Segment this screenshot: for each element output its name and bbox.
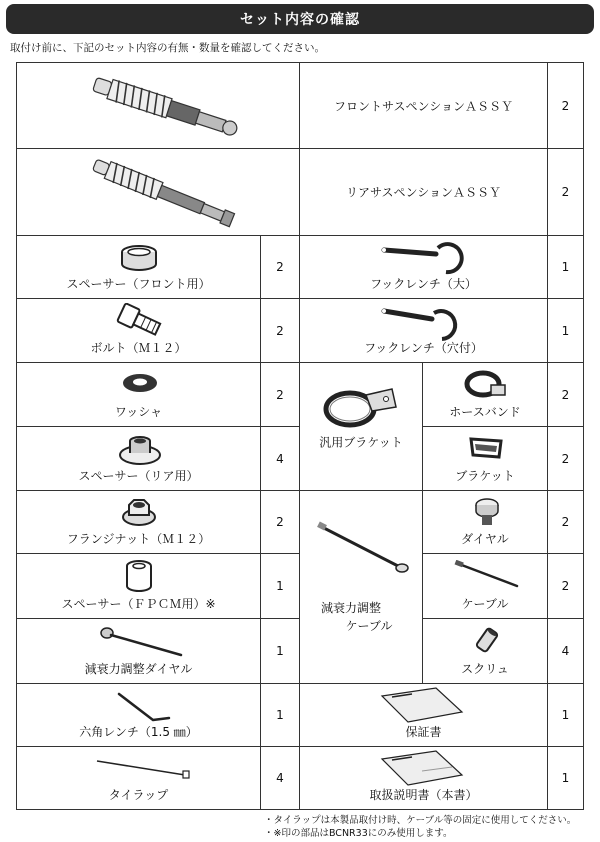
hook-wrench-large-icon bbox=[380, 240, 470, 276]
cell-spacer-rear bbox=[16, 426, 261, 491]
cell-spacer-rear-qty bbox=[260, 426, 300, 491]
cell-hook-wrench-large bbox=[299, 235, 548, 299]
cell-hose-band bbox=[422, 362, 548, 427]
item-qty: 2 bbox=[561, 451, 570, 466]
item-qty: 2 bbox=[276, 260, 284, 274]
hook-wrench-pin-icon bbox=[380, 303, 470, 343]
item-label: ホースバンド bbox=[449, 405, 521, 419]
cell-bolt bbox=[16, 298, 261, 363]
cell-warranty bbox=[299, 683, 548, 747]
item-label: ボルト（Ｍ１２） bbox=[90, 341, 187, 355]
cell-hook-wrench-pin-qty bbox=[547, 298, 584, 363]
item-qty: 1 bbox=[561, 708, 570, 722]
cell-spacer-front-qty bbox=[260, 235, 300, 299]
footnotes bbox=[264, 814, 576, 840]
cell-screw bbox=[422, 618, 548, 684]
item-label: 六角レンチ（1.5 ㎜） bbox=[79, 725, 198, 739]
cell-bolt-qty bbox=[260, 298, 300, 363]
manual-icon bbox=[376, 749, 468, 787]
cell-hex-wrench bbox=[16, 683, 261, 747]
cell-cable-qty bbox=[547, 553, 584, 619]
cell-dial-qty bbox=[547, 490, 584, 554]
rear-suspension-illustration bbox=[77, 155, 247, 231]
cell-hook-wrench-pin bbox=[299, 298, 548, 363]
item-label: 減衰力調整ダイヤル bbox=[84, 662, 193, 676]
item-label: スペーサー（リア用） bbox=[78, 469, 199, 483]
item-qty: 1 bbox=[276, 579, 284, 593]
cell-tie-wrap bbox=[16, 746, 261, 810]
cell-damping-dial bbox=[16, 618, 261, 684]
washer-icon bbox=[121, 371, 159, 395]
cell-flange-nut-qty bbox=[260, 490, 300, 554]
cell-tie-wrap-qty bbox=[260, 746, 300, 810]
item-label-line2: ケーブル bbox=[345, 619, 393, 633]
item-qty: 2 bbox=[276, 323, 284, 338]
damping-cable-icon bbox=[314, 521, 414, 577]
spacer-fpcm-icon bbox=[123, 558, 155, 594]
item-qty: 1 bbox=[276, 708, 284, 722]
cell-rear-susp-label bbox=[299, 148, 548, 236]
item-qty: 2 bbox=[561, 185, 570, 199]
spacer-rear-icon bbox=[117, 431, 163, 467]
item-label: スクリュ bbox=[461, 662, 509, 676]
item-label: フックレンチ（穴付） bbox=[364, 341, 483, 355]
hex-wrench-icon bbox=[113, 690, 173, 726]
item-label: フロントサスペンションＡＳＳＹ bbox=[334, 99, 513, 113]
screw-icon bbox=[475, 627, 499, 653]
cell-damping-dial-qty bbox=[260, 618, 300, 684]
item-label: ダイヤル bbox=[461, 532, 509, 546]
dial-icon bbox=[473, 495, 501, 529]
item-qty: 4 bbox=[561, 644, 570, 658]
spacer-front-icon bbox=[117, 242, 161, 276]
cell-bracket bbox=[422, 426, 548, 491]
item-label: ワッシャ bbox=[114, 405, 163, 419]
cell-spacer-front bbox=[16, 235, 261, 299]
cell-dial bbox=[422, 490, 548, 554]
item-qty: 2 bbox=[276, 515, 284, 529]
cell-hook-wrench-large-qty bbox=[547, 235, 584, 299]
item-label: ケーブル bbox=[461, 597, 509, 611]
item-qty: 1 bbox=[276, 644, 284, 658]
item-label: フックレンチ（大） bbox=[370, 277, 477, 291]
bolt-icon bbox=[115, 303, 165, 341]
item-label: スペーサー（ＦＰＣＭ用）※ bbox=[61, 597, 216, 611]
general-bracket-icon bbox=[320, 381, 400, 433]
item-label: タイラップ bbox=[108, 788, 169, 802]
intro-text: 取付け前に、下記のセット内容の有無・数量を確認してください。 bbox=[10, 42, 325, 54]
cell-front-susp-image bbox=[16, 62, 300, 149]
item-qty: 2 bbox=[561, 387, 570, 402]
flange-nut-icon bbox=[121, 497, 157, 527]
warranty-card-icon bbox=[376, 686, 468, 724]
section-title: セット内容の確認 bbox=[240, 12, 360, 28]
cell-cable bbox=[422, 553, 548, 619]
hose-band-icon bbox=[463, 367, 509, 401]
item-label: スペーサー（フロント用） bbox=[66, 277, 211, 291]
cable-icon bbox=[453, 560, 523, 590]
cell-front-susp-qty bbox=[547, 62, 584, 149]
item-label: 取扱説明書（本書） bbox=[369, 788, 478, 802]
cell-general-bracket bbox=[299, 362, 423, 491]
footnote-line: ・タイラップは本製品取付け時、ケーブル等の固定に使用してください。 bbox=[264, 815, 577, 826]
contents-table bbox=[16, 62, 584, 810]
cell-screw-qty bbox=[547, 618, 584, 684]
cell-rear-susp-qty bbox=[547, 148, 584, 236]
item-label-line1: 減衰力調整 bbox=[320, 601, 381, 615]
item-qty: 2 bbox=[276, 387, 284, 402]
item-label: ブラケット bbox=[455, 469, 515, 483]
section-header bbox=[6, 4, 594, 34]
item-label: 保証書 bbox=[405, 725, 442, 739]
item-qty: 1 bbox=[561, 260, 570, 274]
cell-front-susp-label bbox=[299, 62, 548, 149]
item-qty: 1 bbox=[561, 323, 570, 338]
item-qty: 2 bbox=[561, 98, 570, 113]
cell-bracket-qty bbox=[547, 426, 584, 491]
bracket-icon bbox=[467, 435, 505, 461]
cell-spacer-fpcm-qty bbox=[260, 553, 300, 619]
cell-flange-nut bbox=[16, 490, 261, 554]
cell-rear-susp-image bbox=[16, 148, 300, 236]
cell-manual-qty bbox=[547, 746, 584, 810]
item-label: フランジナット（Ｍ１２） bbox=[66, 532, 211, 546]
item-qty: 1 bbox=[561, 771, 570, 785]
cell-spacer-fpcm bbox=[16, 553, 261, 619]
cell-washer-qty bbox=[260, 362, 300, 427]
cell-washer bbox=[16, 362, 261, 427]
cell-hose-band-qty bbox=[547, 362, 584, 427]
damping-dial-icon bbox=[97, 625, 187, 659]
footnote-line: ・※印の部品はBCNR33にのみ使用します。 bbox=[264, 828, 453, 839]
cell-damping-cable bbox=[299, 490, 423, 684]
item-qty: 4 bbox=[276, 451, 284, 466]
item-qty: 4 bbox=[276, 771, 284, 785]
cell-warranty-qty bbox=[547, 683, 584, 747]
cell-hex-wrench-qty bbox=[260, 683, 300, 747]
item-qty: 2 bbox=[561, 579, 570, 593]
cell-manual bbox=[299, 746, 548, 810]
tie-wrap-icon bbox=[93, 757, 193, 781]
item-label: リアサスペンションＡＳＳＹ bbox=[346, 185, 501, 200]
item-label: 汎用ブラケット bbox=[319, 435, 403, 450]
front-suspension-illustration bbox=[77, 69, 247, 145]
item-qty: 2 bbox=[561, 515, 570, 529]
